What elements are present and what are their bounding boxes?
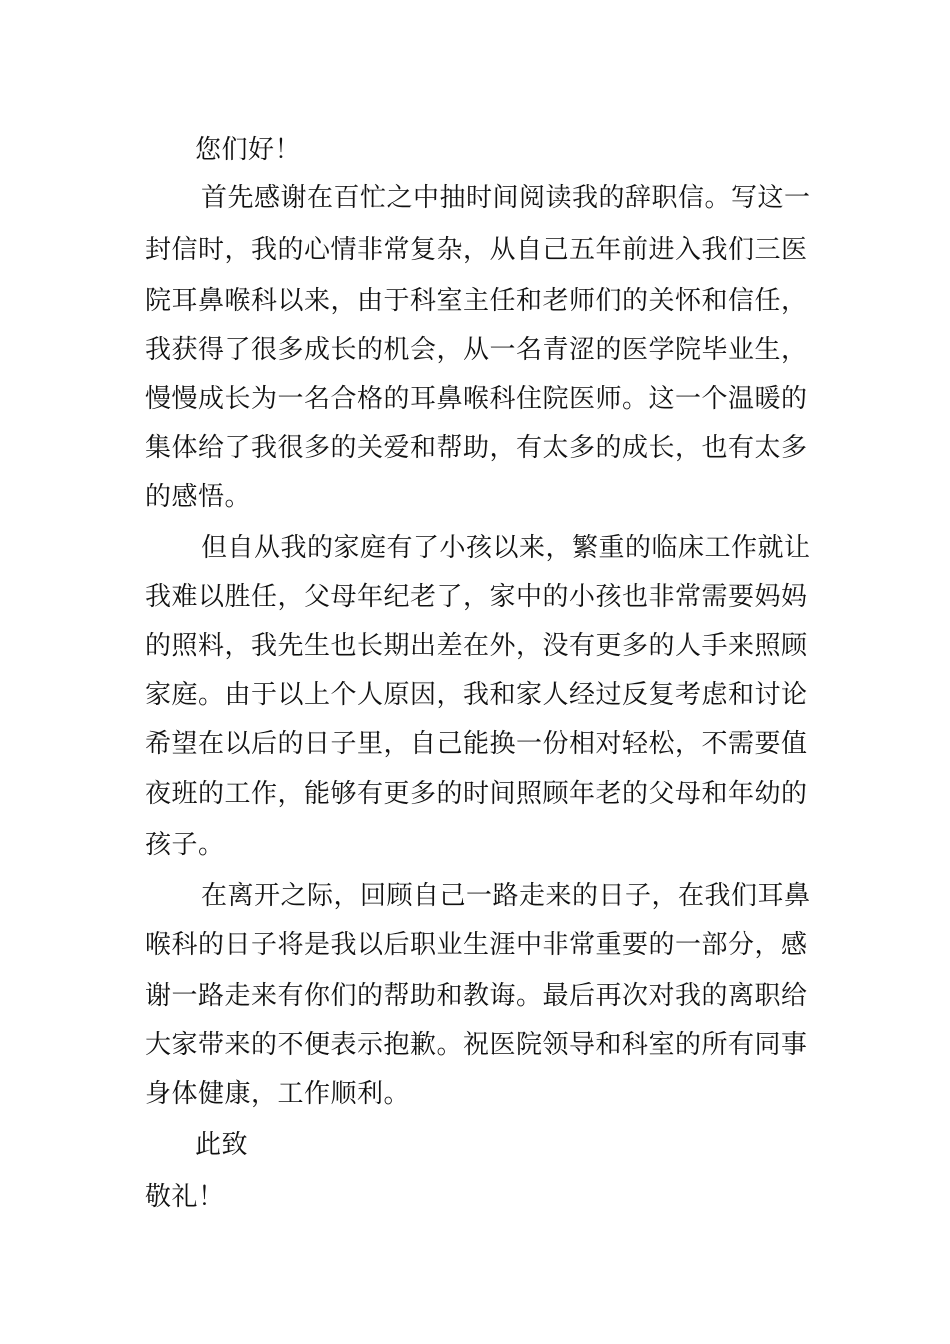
paragraph-2-line-2: 我难以胜任，父母年纪老了，家中的小孩也非常需要妈妈 (145, 582, 808, 612)
paragraph-2-line-6: 夜班的工作，能够有更多的时间照顾年老的父母和年幼的 (145, 779, 808, 809)
paragraph-3-line-5: 身体健康，工作顺利。 (145, 1079, 411, 1109)
salutation: 敬礼！ (145, 1182, 225, 1212)
paragraph-3-line-4: 大家带来的不便表示抱歉。祝医院领导和科室的所有同事 (145, 1030, 808, 1060)
paragraph-1-line-6: 集体给了我很多的关爱和帮助，有太多的成长，也有太多 (145, 433, 808, 463)
paragraph-3-line-3: 谢一路走来有你们的帮助和教诲。最后再次对我的离职给 (145, 981, 808, 1011)
paragraph-1-line-5: 慢慢成长为一名合格的耳鼻喉科住院医师。这一个温暖的 (145, 384, 808, 414)
paragraph-2-line-1: 但自从我的家庭有了小孩以来，繁重的临床工作就让 (201, 533, 811, 563)
paragraph-1-line-2: 封信时，我的心情非常复杂，从自己五年前进入我们三医 (145, 235, 808, 265)
paragraph-1-line-7: 的感悟。 (145, 482, 252, 512)
paragraph-2-line-3: 的照料，我先生也长期出差在外，没有更多的人手来照顾 (145, 631, 808, 661)
paragraph-2-line-7: 孩子。 (145, 830, 225, 860)
greeting: 您们好！ (195, 135, 302, 165)
paragraph-2-line-5: 希望在以后的日子里，自己能换一份相对轻松，不需要值 (145, 729, 808, 759)
paragraph-3-line-1: 在离开之际，回顾自己一路走来的日子，在我们耳鼻 (201, 881, 811, 911)
paragraph-1-line-1: 首先感谢在百忙之中抽时间阅读我的辞职信。写这一 (201, 183, 811, 213)
paragraph-3-line-2: 喉科的日子将是我以后职业生涯中非常重要的一部分，感 (145, 930, 808, 960)
closing: 此致 (195, 1130, 249, 1160)
paragraph-1-line-4: 我获得了很多成长的机会，从一名青涩的医学院毕业生， (145, 335, 808, 365)
paragraph-1-line-3: 院耳鼻喉科以来，由于科室主任和老师们的关怀和信任， (145, 286, 808, 316)
paragraph-2-line-4: 家庭。由于以上个人原因，我和家人经过反复考虑和讨论 (145, 680, 808, 710)
